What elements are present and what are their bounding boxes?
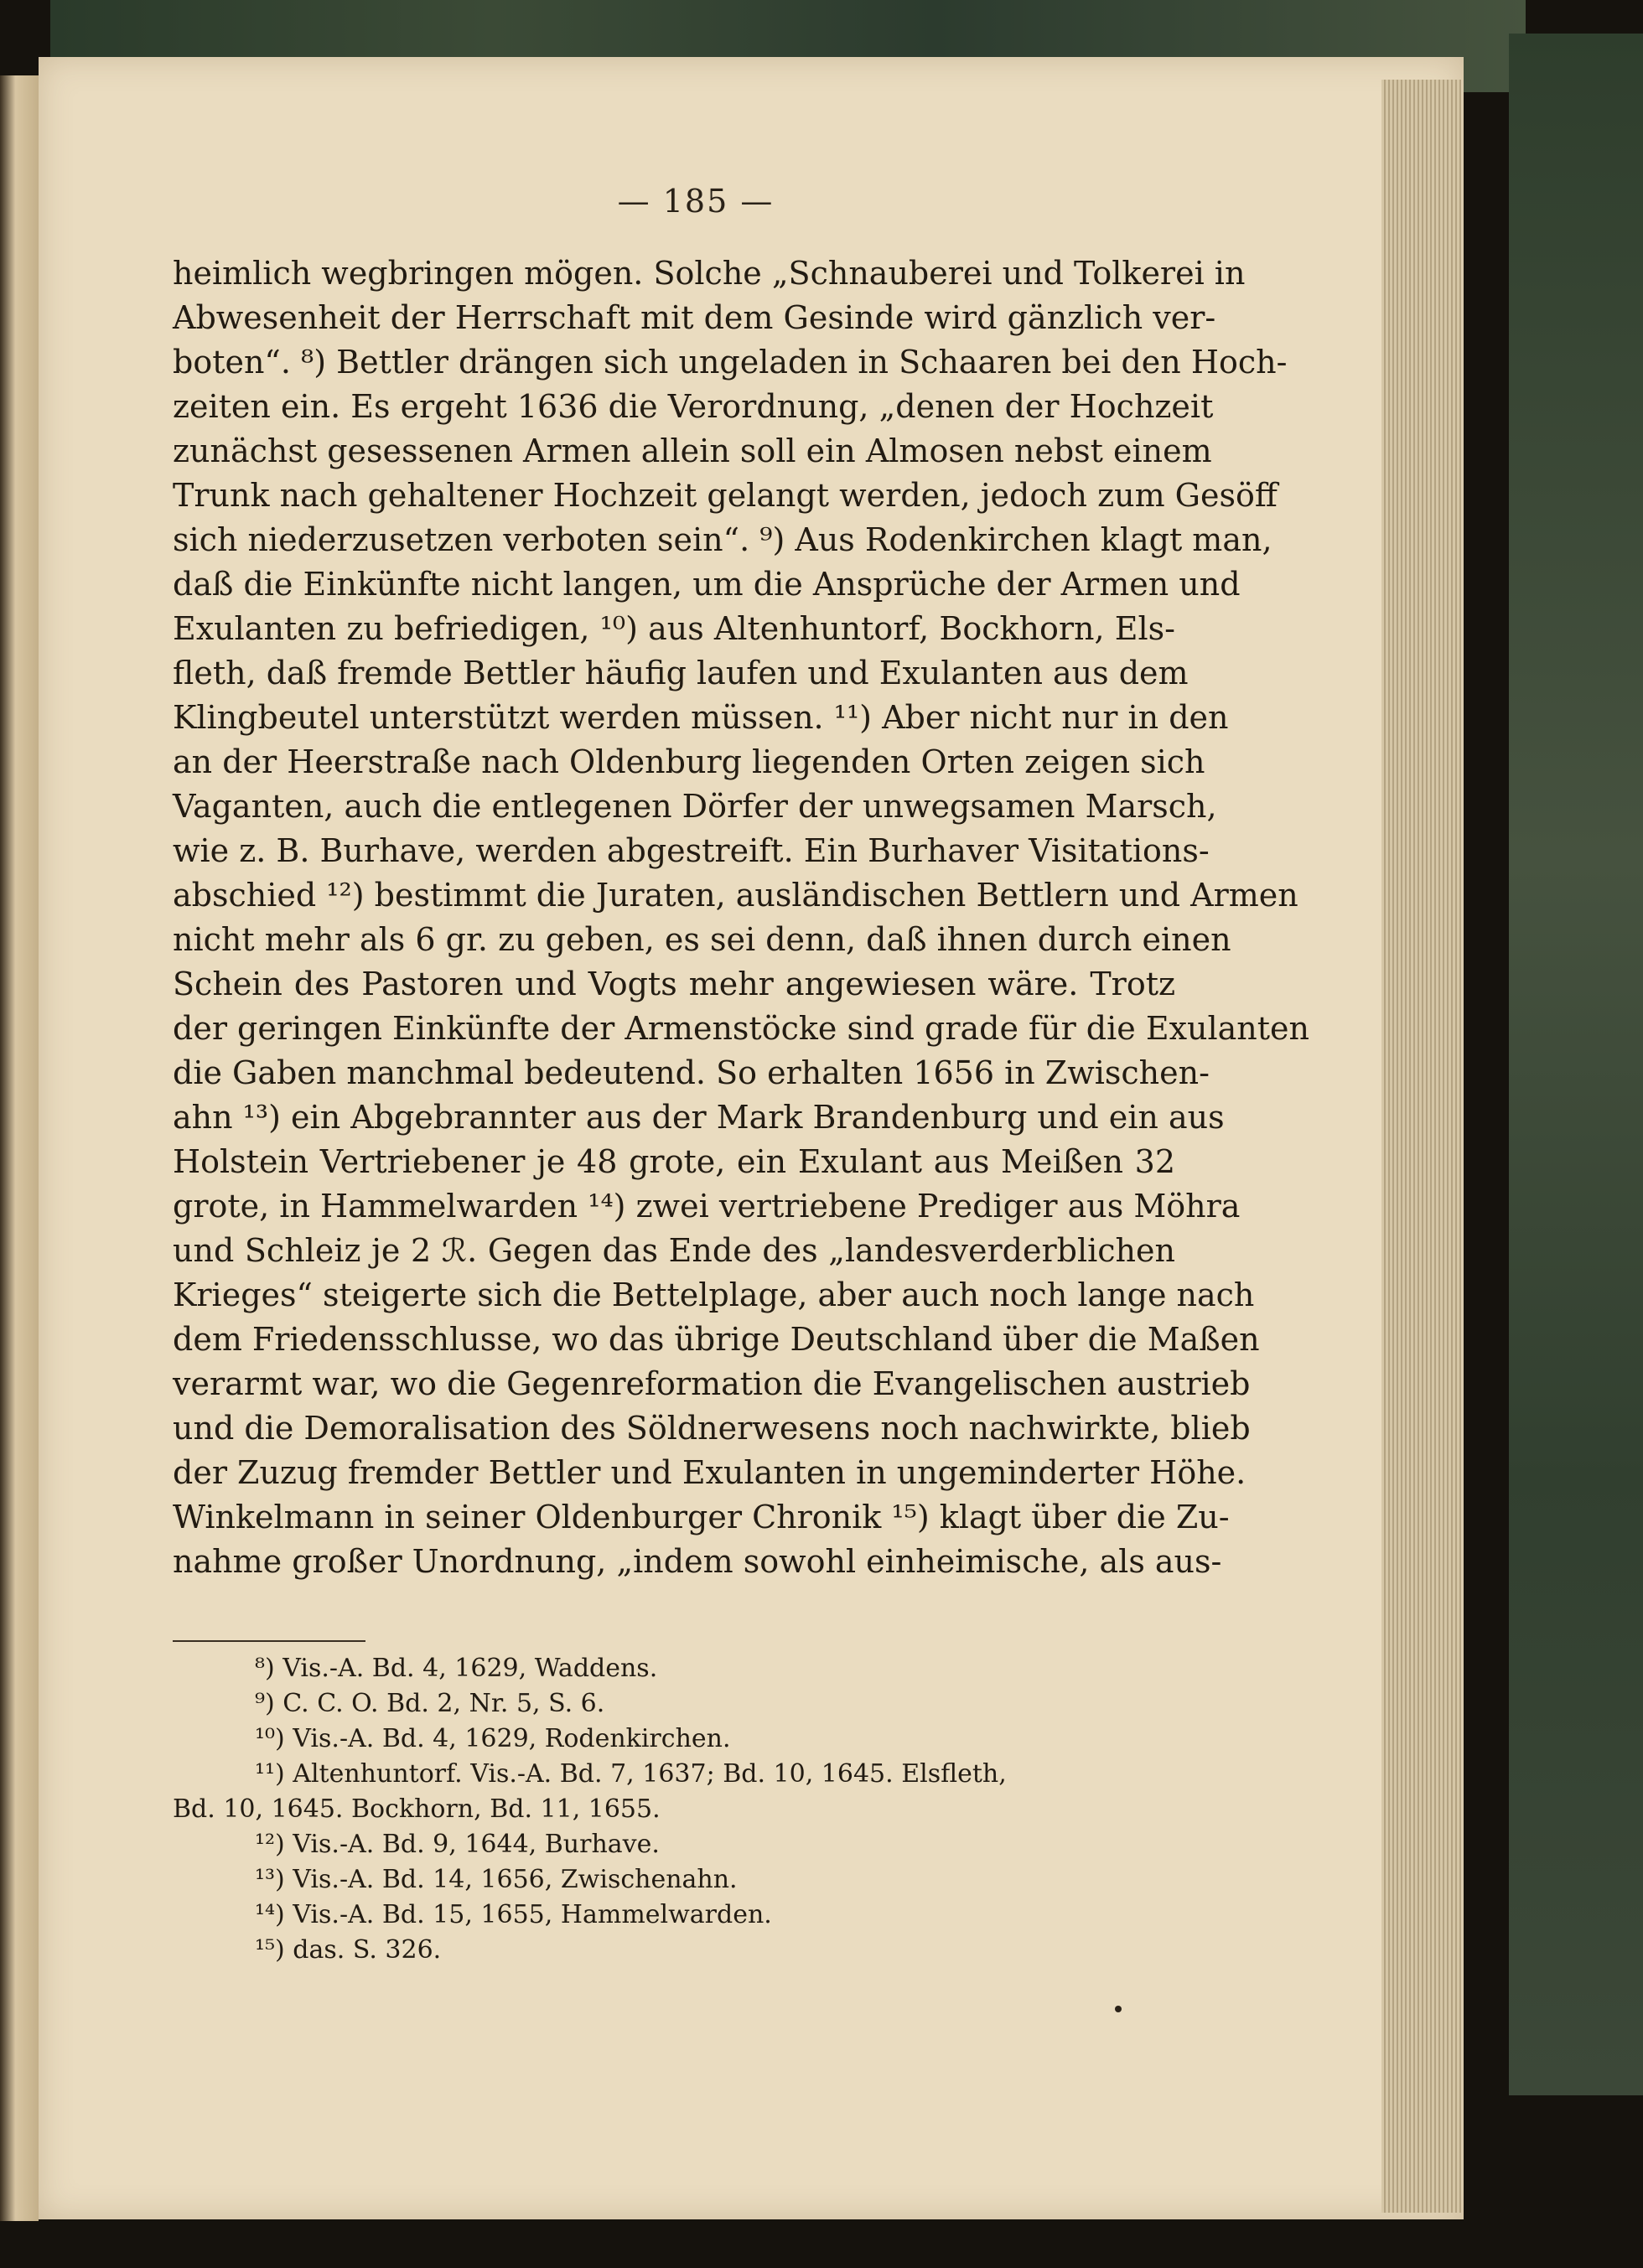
ink-dot — [1115, 2006, 1122, 2012]
text-line: boten“. ⁸) Bettler drängen sich ungeladen in Schaaren bei den Hoch- — [173, 344, 1288, 381]
footnote: ¹⁵) das. S. 326. — [255, 1935, 442, 1965]
footnote-rule — [173, 1640, 365, 1642]
text-line: zeiten ein. Es ergeht 1636 die Verordnung, „denen der Hochzeit — [173, 388, 1214, 425]
text-line: Vaganten, auch die entlegenen Dörfer der unwegsamen Marsch, — [173, 788, 1217, 825]
text-line: Holstein Vertriebener je 48 grote, ein Exulant aus Meißen 32 — [173, 1143, 1175, 1180]
text-line: Exulanten zu befriedigen, ¹⁰) aus Altenhuntorf, Bockhorn, Els- — [173, 610, 1175, 647]
text-line: und die Demoralisation des Söldnerwesens noch nachwirkte, blieb — [173, 1410, 1251, 1447]
footnote: ⁹) C. C. O. Bd. 2, Nr. 5, S. 6. — [255, 1689, 605, 1718]
text-line: verarmt war, wo die Gegenreformation die Evangelischen austrieb — [173, 1365, 1251, 1402]
text-line: Schein des Pastoren und Vogts mehr angewiesen wäre. Trotz — [173, 966, 1175, 1002]
text-line: der Zuzug fremder Bettler und Exulanten in ungeminderter Höhe. — [173, 1454, 1247, 1491]
footnote: ¹²) Vis.-A. Bd. 9, 1644, Burhave. — [255, 1830, 660, 1859]
page-number: — 185 — — [617, 183, 775, 220]
text-line: sich niederzusetzen verboten sein“. ⁹) Aus Rodenkirchen klagt man, — [173, 521, 1272, 558]
text-line: heimlich wegbringen mögen. Solche „Schnauberei und Tolkerei in — [173, 255, 1246, 292]
text-line: nahme großer Unordnung, „indem sowohl einheimische, als aus- — [173, 1543, 1222, 1580]
text-line: Winkelmann in seiner Oldenburger Chronik ¹⁵) klagt über die Zu- — [173, 1499, 1230, 1535]
footnotes — [173, 1651, 1175, 1968]
text-line: fleth, daß fremde Bettler häufig laufen und Exulanten aus dem — [173, 655, 1189, 691]
footnote: ⁸) Vis.-A. Bd. 4, 1629, Waddens. — [255, 1654, 658, 1683]
text-line: und Schleiz je 2 ℛ. Gegen das Ende des „landesverderblichen — [173, 1232, 1175, 1269]
book-cover-right — [1509, 34, 1643, 2095]
text-line: wie z. B. Burhave, werden abgestreift. Ein Burhaver Visitations- — [173, 832, 1210, 869]
text-line: zunächst gesessenen Armen allein soll ein Almosen nebst einem — [173, 432, 1212, 469]
footnote-continuation: Bd. 10, 1645. Bockhorn, Bd. 11, 1655. — [173, 1794, 661, 1824]
footnote: ¹³) Vis.-A. Bd. 14, 1656, Zwischenahn. — [255, 1865, 738, 1894]
page-edges — [1381, 80, 1461, 2213]
text-line: abschied ¹²) bestimmt die Juraten, ausländischen Bettlern und Armen — [173, 877, 1298, 914]
text-line: die Gaben manchmal bedeutend. So erhalten 1656 in Zwischen- — [173, 1054, 1210, 1091]
footnote: ¹¹) Altenhuntorf. Vis.-A. Bd. 7, 1637; Bd. 10, 1645. Elsfleth, — [255, 1759, 1007, 1789]
left-page-edge — [0, 75, 39, 2221]
text-line: nicht mehr als 6 gr. zu geben, es sei denn, daß ihnen durch einen — [173, 921, 1231, 958]
text-line: dem Friedensschlusse, wo das übrige Deutschland über die Maßen — [173, 1321, 1260, 1358]
text-line: Krieges“ steigerte sich die Bettelplage, aber auch noch lange nach — [173, 1276, 1255, 1313]
text-line: Trunk nach gehaltener Hochzeit gelangt werden, jedoch zum Gesöff — [173, 477, 1278, 514]
text-line: Klingbeutel unterstützt werden müssen. ¹¹) Aber nicht nur in den — [173, 699, 1229, 736]
text-line: der geringen Einkünfte der Armenstöcke sind grade für die Exulanten — [173, 1010, 1310, 1047]
body-text — [173, 251, 1310, 1584]
text-line: grote, in Hammelwarden ¹⁴) zwei vertriebene Prediger aus Möhra — [173, 1188, 1241, 1225]
text-line: Abwesenheit der Herrschaft mit dem Gesinde wird gänzlich ver- — [173, 299, 1216, 336]
footnote: ¹⁰) Vis.-A. Bd. 4, 1629, Rodenkirchen. — [255, 1724, 731, 1753]
text-line: daß die Einkünfte nicht langen, um die Ansprüche der Armen und — [173, 566, 1241, 603]
footnote: ¹⁴) Vis.-A. Bd. 15, 1655, Hammelwarden. — [255, 1900, 772, 1929]
text-line: ahn ¹³) ein Abgebrannter aus der Mark Brandenburg und ein aus — [173, 1099, 1225, 1136]
text-line: an der Heerstraße nach Oldenburg liegenden Orten zeigen sich — [173, 743, 1205, 780]
